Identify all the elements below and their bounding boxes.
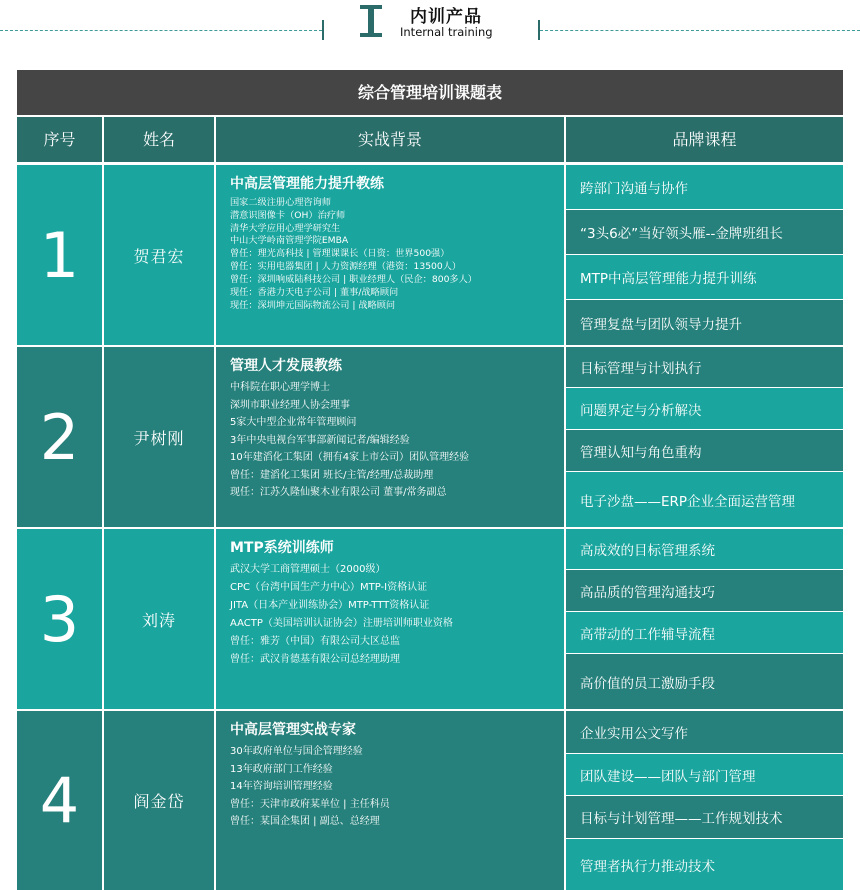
header-tick-left bbox=[322, 20, 324, 40]
course-item: 高成效的目标管理系统 bbox=[566, 529, 843, 569]
trainer-name: 贺君宏 bbox=[104, 165, 214, 345]
page-subtitle: Internal training bbox=[400, 25, 493, 39]
course-table bbox=[17, 70, 843, 890]
course-list bbox=[566, 529, 843, 709]
row-number: 4 bbox=[17, 711, 102, 890]
course-item: 跨部门沟通与协作 bbox=[566, 165, 843, 209]
trainer-background bbox=[216, 347, 564, 527]
background-line: 曾任：实用电器集团 | 人力资源经理（港资：13500人） bbox=[230, 261, 462, 273]
course-item: 问题界定与分析解决 bbox=[566, 388, 843, 429]
background-line: 曾任：武汉肯德基有限公司总经理助理 bbox=[230, 654, 400, 665]
row-number: 3 bbox=[17, 529, 102, 709]
background-line: 14年咨询培训管理经验 bbox=[230, 781, 333, 792]
column-header-index: 序号 bbox=[17, 117, 102, 162]
background-line: 曾任：理光高科技 | 管理课课长（日资：世界500强） bbox=[230, 248, 450, 260]
table-title: 综合管理培训课题表 bbox=[17, 70, 843, 115]
background-line: 曾任：天津市政府某单位 | 主任科员 bbox=[230, 798, 390, 810]
background-line: 潜意识图像卡（OH）治疗师 bbox=[230, 209, 346, 221]
background-line: JITA（日本产业训练协会）MTP-TTT资格认证 bbox=[230, 600, 430, 611]
background-line: 现任：深圳坤元国际物流公司 | 战略顾问 bbox=[230, 299, 396, 311]
background-line: 清华大学应用心理学研究生 bbox=[230, 222, 341, 234]
background-line: 国家二级注册心理咨询师 bbox=[230, 197, 332, 208]
background-line: 3年中央电视台军事部新闻记者/编辑经验 bbox=[230, 434, 410, 446]
background-line: 深圳市职业经理人协会理事 bbox=[230, 399, 350, 411]
course-item: 团队建设——团队与部门管理 bbox=[566, 754, 843, 795]
course-list bbox=[566, 165, 843, 345]
course-item: 企业实用公文写作 bbox=[566, 711, 843, 753]
background-title: 中高层管理实战专家 bbox=[230, 722, 356, 738]
course-item: 电子沙盘——ERP企业全面运营管理 bbox=[566, 472, 843, 527]
course-item: 管理者执行力推动技术 bbox=[566, 839, 843, 890]
background-line: 曾任：雅芳（中国）有限公司大区总监 bbox=[230, 636, 400, 647]
column-header-background: 实战背景 bbox=[216, 117, 564, 162]
course-item: 管理复盘与团队领导力提升 bbox=[566, 300, 843, 345]
course-item: 高品质的管理沟通技巧 bbox=[566, 570, 843, 611]
trainer-name: 阎金岱 bbox=[104, 711, 214, 890]
trainer-background bbox=[216, 529, 564, 709]
page-title: 内训产品 bbox=[410, 7, 482, 27]
background-line: AACTP（美国培训认证协会）注册培训师职业资格 bbox=[230, 618, 453, 629]
course-item: 管理认知与角色重构 bbox=[566, 430, 843, 471]
row-number: 1 bbox=[17, 165, 102, 345]
column-header-name: 姓名 bbox=[104, 117, 214, 162]
table-row bbox=[17, 529, 843, 709]
course-item: 高价值的员工激励手段 bbox=[566, 654, 843, 709]
trainer-background bbox=[216, 711, 564, 890]
course-item: MTP中高层管理能力提升训练 bbox=[566, 255, 843, 299]
background-line: 10年建滔化工集团（拥有4家上市公司）团队管理经验 bbox=[230, 452, 470, 463]
background-title: MTP系统训练师 bbox=[230, 540, 334, 556]
course-item: 目标与计划管理——工作规划技术 bbox=[566, 796, 843, 838]
course-item: 目标管理与计划执行 bbox=[566, 347, 843, 387]
background-line: CPC（台湾中国生产力中心）MTP-I资格认证 bbox=[230, 582, 428, 593]
trainer-name: 刘涛 bbox=[104, 529, 214, 709]
header-divider-left bbox=[0, 30, 322, 31]
header-divider-right bbox=[540, 30, 860, 31]
background-line: 曾任：某国企集团 | 副总、总经理 bbox=[230, 816, 380, 827]
trainer-name: 尹树刚 bbox=[104, 347, 214, 527]
background-line: 曾任：建滔化工集团 班长/主管/经理/总裁助理 bbox=[230, 469, 434, 481]
course-item: 高带动的工作辅导流程 bbox=[566, 612, 843, 653]
background-line: 中山大学岭南管理学院EMBA bbox=[230, 235, 349, 247]
table-row bbox=[17, 165, 843, 345]
i-beam-icon bbox=[360, 5, 388, 39]
table-row bbox=[17, 347, 843, 527]
background-title: 管理人才发展教练 bbox=[230, 358, 342, 374]
table-row bbox=[17, 711, 843, 890]
column-header-courses: 品牌课程 bbox=[566, 117, 843, 162]
row-number: 2 bbox=[17, 347, 102, 527]
page-header bbox=[0, 0, 860, 62]
course-list bbox=[566, 711, 843, 890]
course-list bbox=[566, 347, 843, 527]
background-line: 5家大中型企业常年管理顾问 bbox=[230, 417, 357, 428]
background-line: 30年政府单位与国企管理经验 bbox=[230, 746, 363, 757]
background-line: 13年政府部门工作经验 bbox=[230, 763, 333, 775]
background-line: 中科院在职心理学博士 bbox=[230, 382, 330, 393]
background-line: 现任：江苏久隆仙聚木业有限公司 董事/常务副总 bbox=[230, 487, 447, 498]
course-item: “3头6必”当好领头雁--金牌班组长 bbox=[566, 210, 843, 254]
trainer-background bbox=[216, 165, 564, 345]
background-line: 曾任：深圳响威陆科技公司 | 职业经理人（民企：800多人） bbox=[230, 273, 477, 285]
background-title: 中高层管理能力提升教练 bbox=[230, 176, 384, 192]
background-line: 现任：香港力天电子公司 | 董事/战略顾问 bbox=[230, 286, 399, 298]
table-header-row bbox=[17, 117, 843, 162]
background-line: 武汉大学工商管理硕士（2000级） bbox=[230, 564, 386, 575]
